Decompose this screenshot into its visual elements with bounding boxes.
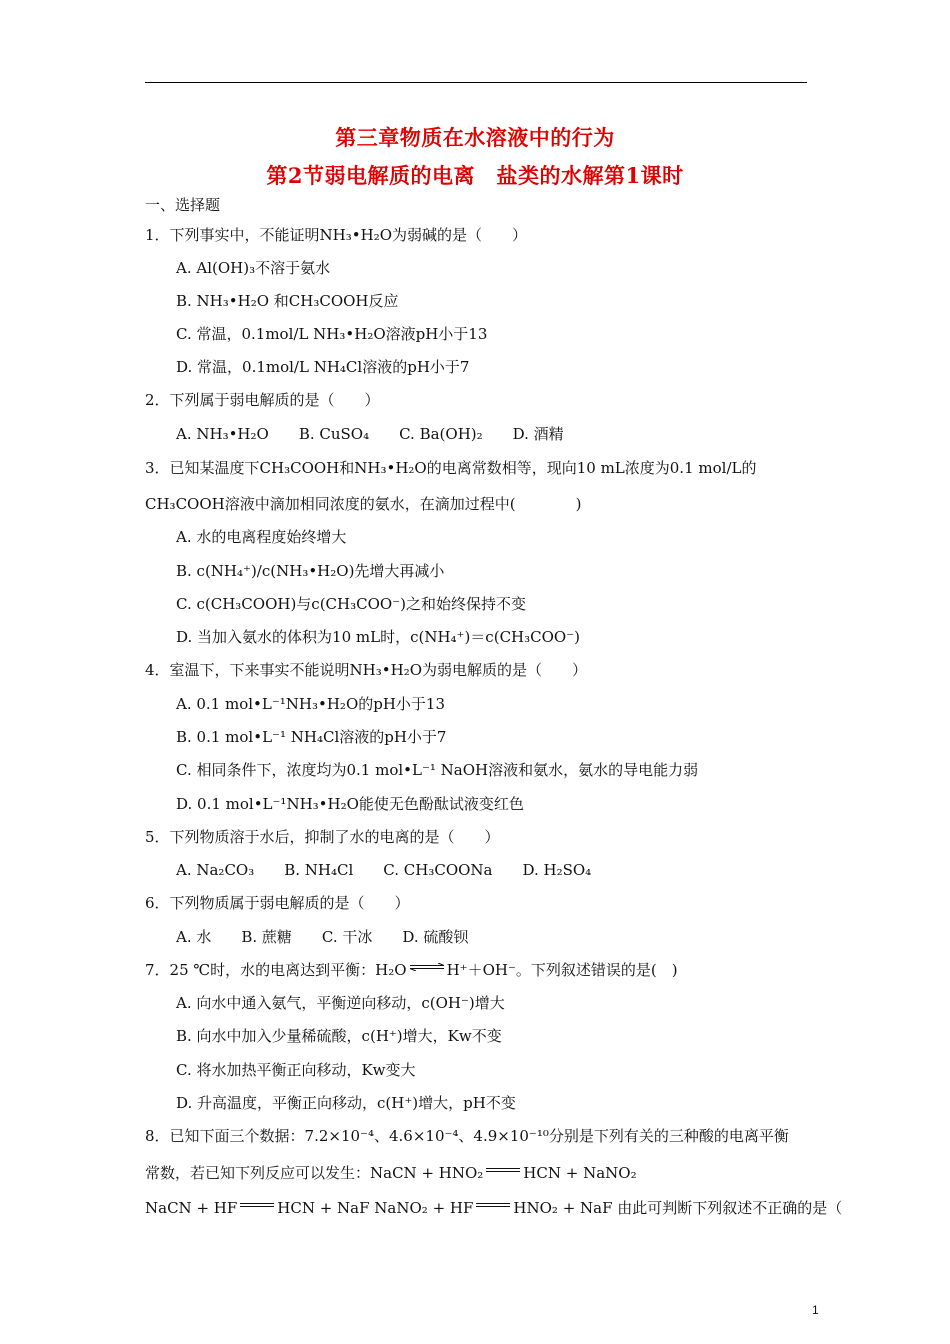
question-1-option-d: D. 常温，0.1mol/L NH₄Cl溶液的pH小于7 — [176, 358, 470, 376]
question-7-stem-after-arrow: H⁺＋OH⁻。下列叙述错误的是( ) — [446, 961, 678, 979]
question-5-stem: 5．下列物质溶于水后，抑制了水的电离的是（ ） — [145, 828, 500, 846]
question-8-reaction1-left: 常数，若已知下列反应可以发生：NaCN + HNO₂ — [145, 1164, 484, 1182]
question-8-reaction2-right-reaction3-left: HCN + NaF NaNO₂ + HF — [277, 1199, 474, 1217]
question-8-reaction3-right: HNO₂ + NaF 由此可判断下列叙述不正确的是（ — [513, 1199, 843, 1217]
question-7-option-a: A. 向水中通入氨气，平衡逆向移动，c(OH⁻)增大 — [176, 994, 505, 1012]
question-8-reaction2-left: NaCN + HF — [145, 1199, 238, 1217]
section-heading: 一、选择题 — [145, 196, 221, 214]
question-4-option-b: B. 0.1 mol•L⁻¹ NH₄Cl溶液的pH小于7 — [176, 728, 447, 746]
double-line-equals-icon — [485, 1166, 521, 1174]
equilibrium-arrow-icon — [409, 963, 445, 971]
double-line-equals-icon — [475, 1201, 511, 1209]
question-8-reaction1-right: HCN + NaNO₂ — [523, 1164, 637, 1182]
question-3-option-d: D. 当加入氨水的体积为10 mL时，c(NH₄⁺)＝c(CH₃COO⁻) — [176, 628, 580, 646]
question-7-option-b: B. 向水中加入少量稀硫酸，c(H⁺)增大，Kw不变 — [176, 1027, 502, 1045]
question-7-stem-before-arrow: 7．25 ℃时，水的电离达到平衡：H₂O — [145, 961, 407, 979]
question-3-stem-line2: CH₃COOH溶液中滴加相同浓度的氨水，在滴加过程中( ) — [145, 495, 582, 513]
question-2-options: A. NH₃•H₂O B. CuSO₄ C. Ba(OH)₂ D. 酒精 — [176, 425, 564, 443]
question-4-stem: 4．室温下，下来事实不能说明NH₃•H₂O为弱电解质的是（ ） — [145, 661, 588, 679]
question-7-option-d: D. 升高温度，平衡正向移动，c(H⁺)增大，pH不变 — [176, 1094, 516, 1112]
question-7-option-c: C. 将水加热平衡正向移动，Kw变大 — [176, 1061, 416, 1079]
question-3-option-b: B. c(NH₄⁺)/c(NH₃•H₂O)先增大再减小 — [176, 562, 445, 580]
question-8-stem-line2 — [145, 1163, 637, 1183]
question-3-stem-line1: 3．已知某温度下CH₃COOH和NH₃•H₂O的电离常数相等，现向10 mL浓度为0.1 mol/L的 — [145, 459, 757, 477]
header-rule — [145, 82, 807, 83]
question-3-option-c: C. c(CH₃COOH)与c(CH₃COO⁻)之和始终保持不变 — [176, 595, 526, 613]
question-8-stem-line1: 8．已知下面三个数据：7.2×10⁻⁴、4.6×10⁻⁴、4.9×10⁻¹⁰分别是下列有关的三种酸的电离平衡 — [145, 1127, 789, 1145]
question-6-options: A. 水 B. 蔗糖 C. 干冰 D. 硫酸钡 — [176, 928, 469, 946]
question-1-option-b: B. NH₃•H₂O 和CH₃COOH反应 — [176, 292, 399, 310]
section-title: 第2节弱电解质的电离 盐类的水解第1课时 — [266, 163, 684, 188]
question-8-stem-line3 — [145, 1198, 842, 1218]
question-4-option-d: D. 0.1 mol•L⁻¹NH₃•H₂O能使无色酚酞试液变红色 — [176, 795, 524, 813]
page-number: 1 — [812, 1303, 819, 1317]
question-4-option-a: A. 0.1 mol•L⁻¹NH₃•H₂O的pH小于13 — [176, 695, 446, 713]
question-1-stem: 1．下列事实中，不能证明NH₃•H₂O为弱碱的是（ ） — [145, 226, 528, 244]
question-7-stem — [145, 960, 678, 980]
question-1-option-c: C. 常温，0.1mol/L NH₃•H₂O溶液pH小于13 — [176, 325, 488, 343]
question-1-option-a: A. Al(OH)₃不溶于氨水 — [176, 259, 331, 277]
chapter-title: 第三章物质在水溶液中的行为 — [335, 125, 615, 150]
double-line-equals-icon — [239, 1201, 275, 1209]
question-4-option-c: C. 相同条件下，浓度均为0.1 mol•L⁻¹ NaOH溶液和氨水，氨水的导电能力弱 — [176, 761, 699, 779]
question-3-option-a: A. 水的电离程度始终增大 — [176, 528, 347, 546]
question-2-stem: 2．下列属于弱电解质的是（ ） — [145, 391, 380, 409]
question-6-stem: 6．下列物质属于弱电解质的是（ ） — [145, 894, 410, 912]
question-5-options: A. Na₂CO₃ B. NH₄Cl C. CH₃COONa D. H₂SO₄ — [176, 861, 592, 879]
